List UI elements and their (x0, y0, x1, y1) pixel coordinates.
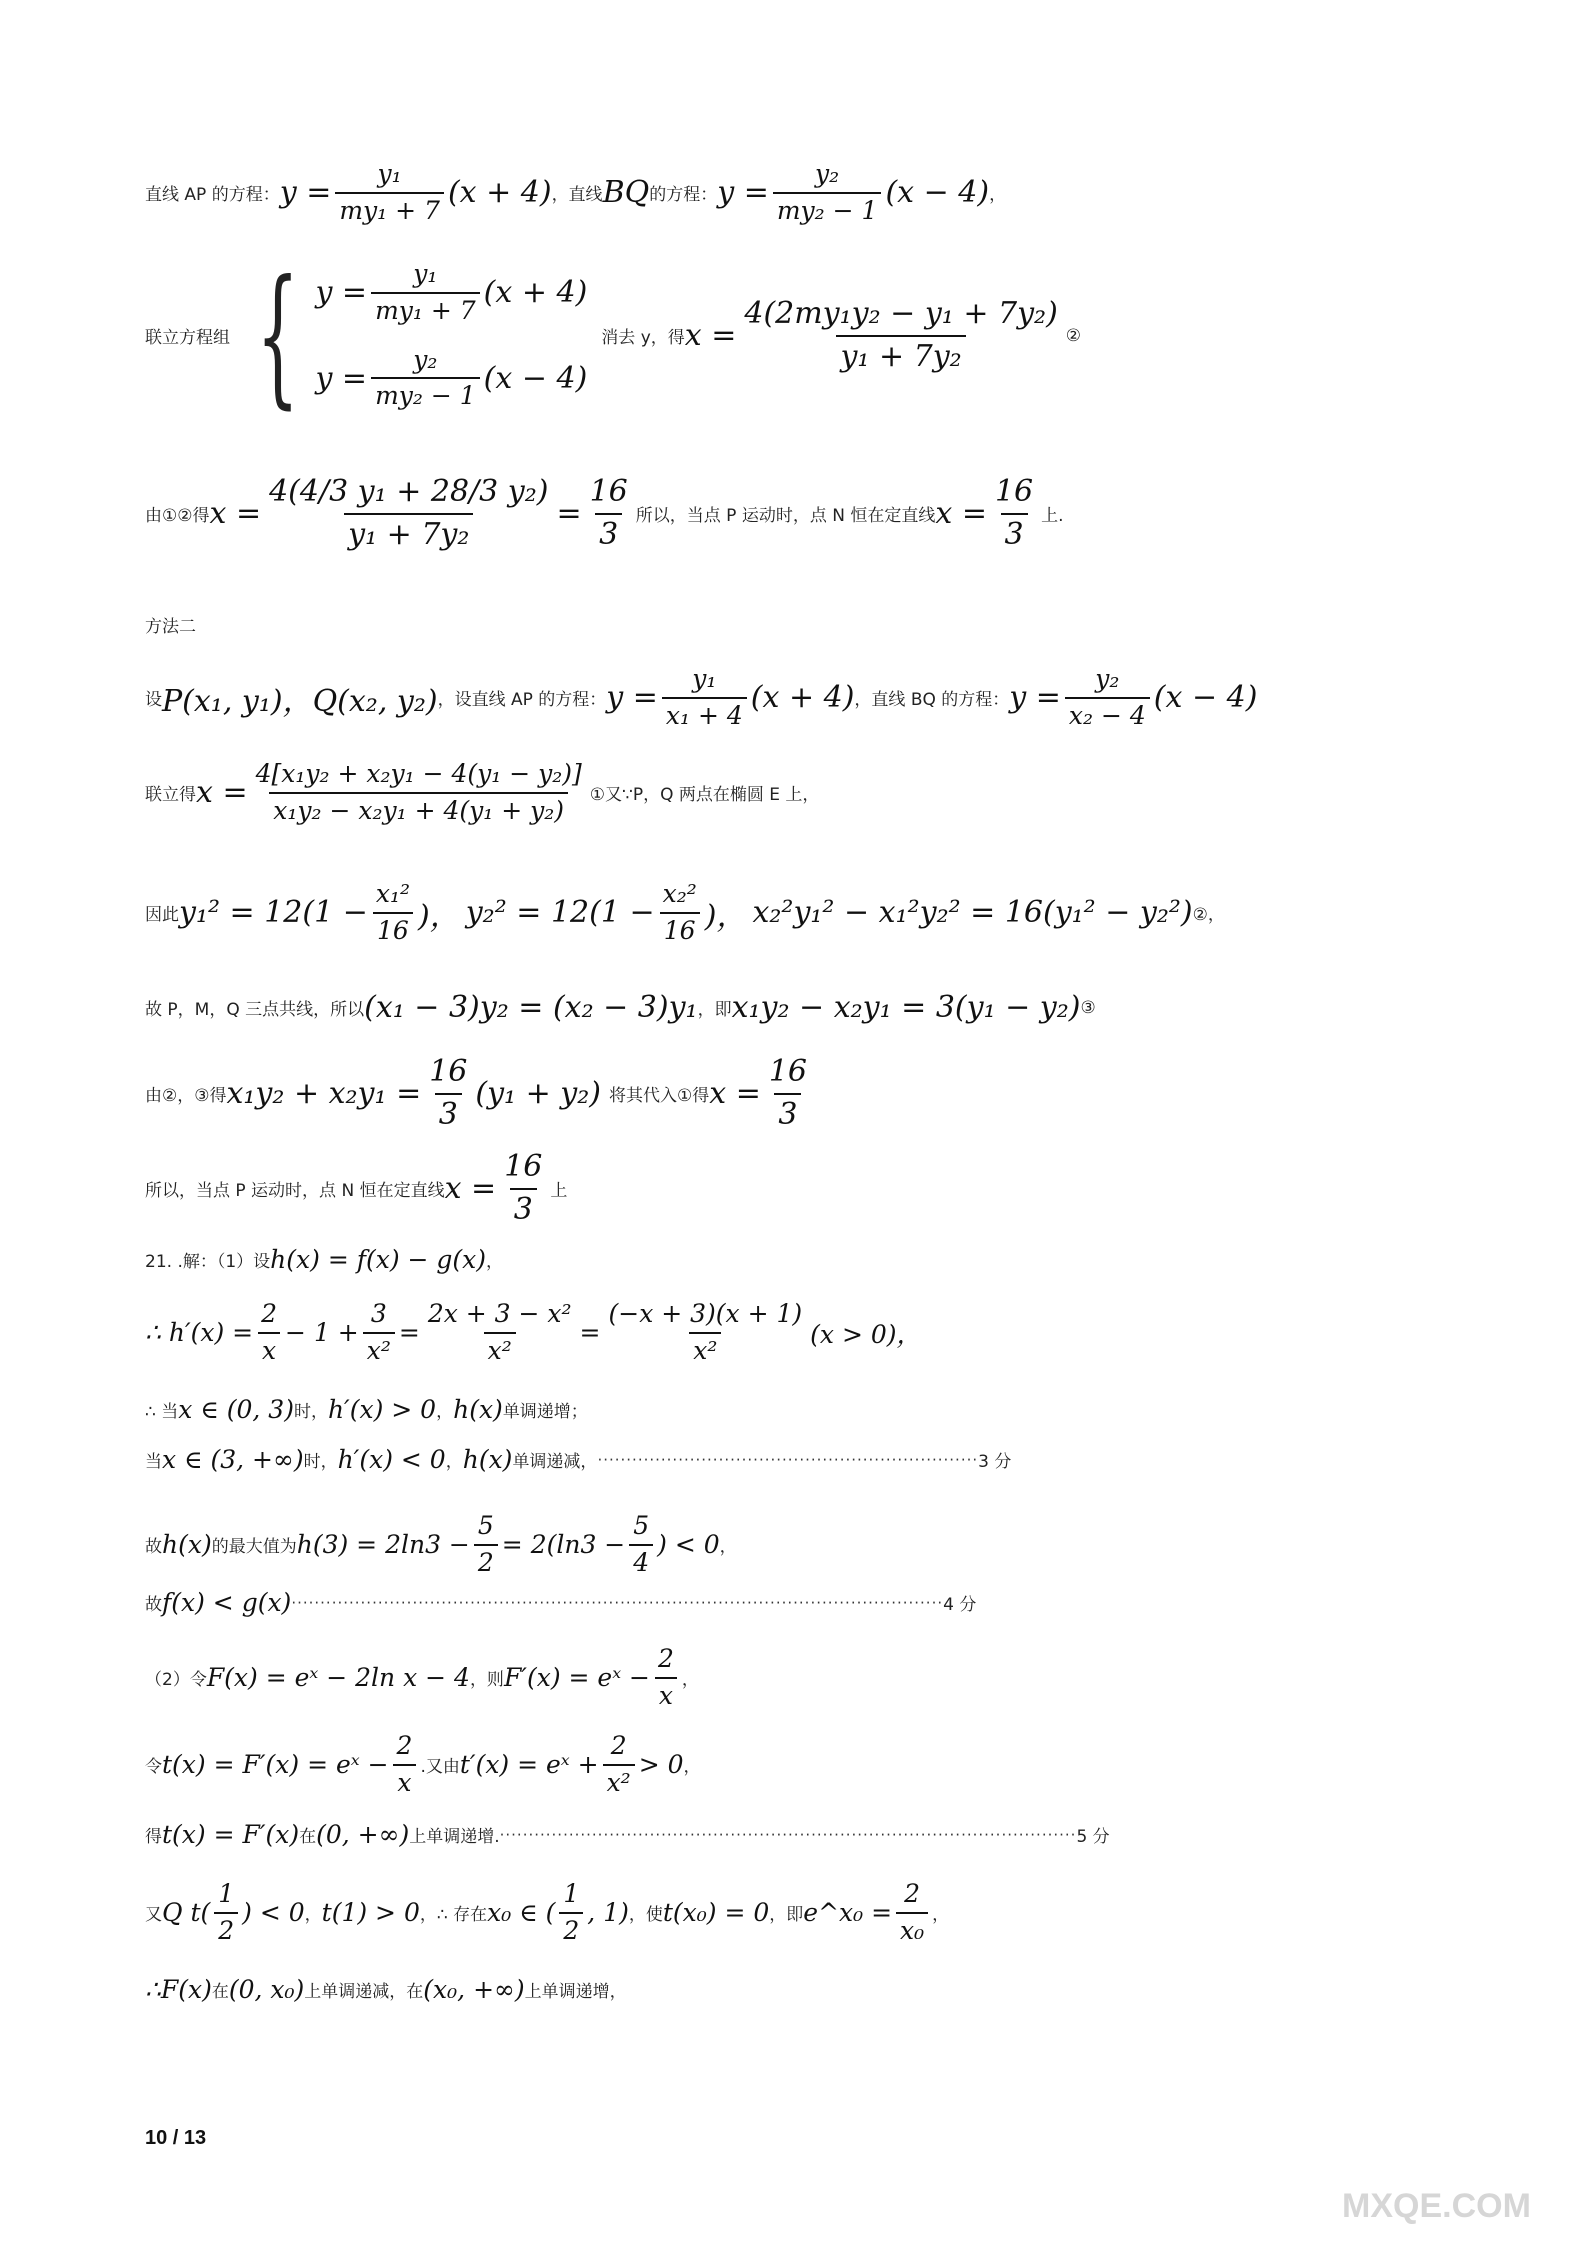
fraction (586, 475, 632, 552)
numerator: 2 (396, 1731, 413, 1760)
math: )， (418, 898, 460, 934)
text: （2）令 (145, 1670, 207, 1691)
math: (x₀, +∞) (423, 1975, 525, 2004)
text: ，则 (469, 1670, 504, 1691)
math: h(3) = 2ln3 − (296, 1530, 470, 1560)
text: ，使 (628, 1905, 663, 1926)
fraction (629, 1512, 653, 1578)
fraction (371, 346, 480, 412)
leader-dots: ·································································· (597, 1450, 979, 1469)
numerator: 1 (218, 1879, 235, 1908)
denominator: x² (689, 1332, 721, 1366)
text: 上 (550, 1181, 568, 1201)
fraction (474, 1512, 498, 1578)
math: t(x) = F′(x) (162, 1820, 300, 1849)
denominator: 2 (559, 1912, 583, 1946)
leader-dots: ················································································································· (291, 1593, 944, 1612)
denominator: 2 (474, 1544, 498, 1578)
numerator: y₂ (815, 159, 840, 188)
numerator: y₁ (692, 664, 717, 693)
math: h(x) (453, 1395, 503, 1424)
denominator: x₂ − 4 (1065, 697, 1150, 731)
numerator: 16 (994, 474, 1034, 509)
text: ， (681, 1670, 699, 1691)
math: x₁y₂ + x₂y₁ = (226, 1076, 422, 1111)
denominator: 3 (435, 1093, 462, 1133)
text: 上单调递增. (409, 1827, 500, 1847)
math: y₁² = 12(1 − (179, 895, 368, 931)
equation-system (315, 260, 587, 411)
denominator: x₀ (896, 1912, 928, 1946)
fraction (500, 1150, 546, 1227)
text: ，设直线 AP 的方程： (437, 690, 607, 711)
fraction (424, 1300, 576, 1366)
numerator: 2 (610, 1731, 627, 1760)
math: Q t( (162, 1898, 211, 1928)
text: 上. (1041, 506, 1064, 526)
math: y₂² = 12(1 − (465, 895, 655, 931)
denominator: my₂ − 1 (773, 192, 882, 226)
denominator: x (258, 1332, 280, 1366)
fraction (991, 475, 1037, 552)
score-label: 4 分 (943, 1595, 977, 1615)
math: y = (315, 360, 368, 396)
fraction (740, 297, 1061, 374)
denominator: 4 (629, 1544, 653, 1578)
text: 的最大值为 (211, 1537, 297, 1558)
math: h′(x) > 0 (327, 1395, 437, 1424)
math: = 2(ln3 − (501, 1530, 626, 1560)
math: F(x) = eˣ − 2ln x − 4 (206, 1663, 470, 1693)
text: 当 (145, 1452, 162, 1472)
math: P(x₁, y₁)，Q(x₂, y₂) (162, 683, 438, 719)
math: (x + 4) (447, 175, 552, 211)
denominator: x₁y₂ − x₂y₁ + 4(y₁ + y₂) (269, 792, 568, 826)
math: = (579, 1318, 601, 1348)
text: 又 (145, 1905, 162, 1926)
denominator: 16 (373, 912, 413, 946)
numerator: 16 (504, 1149, 543, 1184)
math: (x + 4) (750, 680, 855, 716)
line-method-two-setup (145, 665, 1257, 731)
line-substitute (145, 1055, 815, 1132)
text: 由②，③得 (145, 1086, 227, 1106)
fraction (265, 475, 552, 552)
numerator: y₂ (413, 344, 438, 374)
text: ， (304, 1905, 322, 1926)
text: 联立方程组 (145, 328, 230, 348)
math: (x − 4) (1153, 680, 1258, 716)
fraction (252, 760, 586, 826)
text: 得 (145, 1827, 162, 1847)
math: (x₁ − 3)y₂ = (x₂ − 3)y₁ (364, 990, 698, 1025)
math: f(x) < g(x) (162, 1588, 292, 1617)
denominator: my₁ + 7 (335, 192, 444, 226)
text: ，即 (769, 1905, 804, 1926)
page-number: 10 / 13 (145, 2127, 207, 2149)
math: x ∈ (0, 3) (178, 1395, 294, 1424)
fraction (214, 1880, 238, 1946)
math: e^x₀ = (803, 1898, 893, 1928)
fraction (1065, 665, 1150, 731)
numerator: y₁ (377, 159, 402, 188)
denominator: 3 (774, 1093, 801, 1133)
numerator: 4[x₁y₂ + x₂y₁ − 4(y₁ − y₂)] (255, 759, 582, 788)
line-f-less-than-g (145, 1588, 976, 1617)
fraction (335, 160, 444, 226)
text: 21. .解：（1）设 (145, 1252, 271, 1272)
text: ② (1065, 325, 1082, 346)
text: 时， (303, 1452, 338, 1472)
text: ， (436, 1402, 454, 1422)
denominator: my₁ + 7 (371, 292, 480, 326)
text: ③ (1080, 997, 1096, 1018)
numerator: 1 (563, 1879, 580, 1908)
math: (x > 0)， (810, 1319, 922, 1349)
text: 消去 y，得 (601, 328, 685, 348)
denominator: y₁ + 7y₂ (344, 513, 473, 553)
denominator: 3 (510, 1188, 537, 1228)
fraction (773, 160, 882, 226)
text: 时， (293, 1402, 328, 1422)
line-F-monotonicity (145, 1975, 627, 2004)
fraction (425, 1055, 471, 1132)
math: (0, +∞) (316, 1820, 410, 1849)
text: ， (486, 1252, 504, 1272)
math: h′(x) < 0 (337, 1445, 446, 1474)
numerator: x₂² (662, 879, 697, 908)
math: y = (315, 275, 368, 311)
text: 联立得 (145, 785, 196, 806)
line-ellipse-relations (145, 880, 1225, 946)
numerator: 16 (429, 1054, 468, 1089)
system-row (315, 346, 587, 412)
denominator: my₂ − 1 (371, 377, 480, 411)
fraction (603, 1732, 635, 1798)
line-system-of-equations (145, 248, 1082, 423)
text: 故 (145, 1537, 162, 1558)
text: 上单调递增， (524, 1982, 627, 2002)
watermark-text: MXQE.COM (1342, 2187, 1531, 2225)
denominator: x (393, 1764, 415, 1798)
numerator: 5 (633, 1511, 650, 1540)
fraction (765, 1055, 811, 1132)
text: ，直线 (551, 185, 603, 206)
fraction (662, 665, 747, 731)
text: ，直线 BQ 的方程： (854, 690, 1010, 711)
text: 设 (145, 690, 162, 711)
math: (x + 4) (483, 275, 588, 311)
text: ，∴ 存在 (419, 1905, 488, 1926)
line-ap-bq-equations (145, 160, 1006, 226)
math: t(x₀) = 0 (662, 1898, 770, 1928)
line-problem-21-intro (145, 1245, 503, 1274)
math: x = (444, 1171, 497, 1206)
math: (x − 4) (885, 175, 990, 211)
line-joint-solution (145, 760, 819, 826)
numerator: 3 (370, 1299, 387, 1328)
text: 的方程： (649, 185, 718, 206)
text: 因此 (145, 905, 179, 926)
watermark-logo (1337, 2165, 1567, 2235)
text: 上单调递减，在 (304, 1982, 424, 2002)
math: (0, x₀) (228, 1975, 305, 2004)
math: − 1 + (285, 1318, 359, 1348)
numerator: (−x + 3)(x + 1) (608, 1299, 803, 1328)
math: h(x) = f(x) − g(x) (270, 1245, 487, 1274)
math: x ∈ (3, +∞) (162, 1445, 304, 1474)
math: x = (935, 496, 987, 531)
math: h(x) (462, 1445, 513, 1474)
denominator: 2 (214, 1912, 238, 1946)
denominator: x² (603, 1764, 635, 1798)
text: 单调递增； (502, 1402, 588, 1422)
math: ) < 0 (657, 1530, 720, 1560)
denominator: x₁ + 4 (662, 697, 747, 731)
math: F(x) (160, 1975, 212, 2004)
line-collinear (145, 990, 1096, 1025)
denominator: y₁ + 7y₂ (836, 335, 965, 375)
numerator: x₁² (375, 879, 411, 908)
text: ①又∵P，Q 两点在椭圆 E 上， (589, 785, 820, 806)
denominator: 16 (660, 912, 700, 946)
fraction (896, 1880, 928, 1946)
heading-text: 方法二 (145, 617, 196, 637)
numerator: 2 (904, 1879, 921, 1908)
leader-dots: ···································································································· (499, 1825, 1077, 1844)
fraction (605, 1300, 807, 1366)
numerator: y₁ (413, 259, 438, 288)
numerator: 5 (477, 1511, 494, 1540)
text: 故 (145, 1595, 162, 1615)
text: ， (683, 1757, 701, 1778)
math: y = (717, 175, 769, 211)
numerator: 2 (657, 1644, 674, 1673)
math: x = (684, 318, 737, 353)
math: t′(x) = eˣ + (459, 1750, 599, 1780)
text: 所以，当点 P 运动时，点 N 恒在定直线 (635, 506, 936, 526)
denominator: x² (484, 1332, 516, 1366)
text: 直线 AP 的方程： (145, 185, 280, 206)
fraction (372, 880, 414, 946)
text: 所以，当点 P 运动时，点 N 恒在定直线 (145, 1181, 445, 1201)
fraction (393, 1732, 417, 1798)
math: , 1) (587, 1898, 629, 1928)
fraction (559, 1880, 583, 1946)
math: (x − 4) (483, 360, 588, 396)
text: 将其代入①得 (608, 1086, 710, 1106)
text: 故 P，M，Q 三点共线，所以 (145, 1000, 365, 1020)
line-conclusion-method-one (145, 475, 1064, 552)
line-t-increasing (145, 1820, 1110, 1849)
math: F′(x) = eˣ − (503, 1663, 650, 1693)
fraction (371, 260, 480, 326)
math: > 0 (638, 1750, 684, 1780)
math: x₁y₂ − x₂y₁ = 3(y₁ − y₂) (731, 990, 1081, 1025)
math: t(1) > 0 (321, 1898, 420, 1928)
math: x₀ ∈ ( (487, 1898, 556, 1928)
math: x = (209, 496, 262, 531)
math: t(x) = F′(x) = eˣ − (162, 1750, 389, 1780)
line-method-two-heading (145, 612, 196, 637)
numerator: 4(2my₁y₂ − y₁ + 7y₂) (744, 296, 1058, 331)
score-label: 3 分 (978, 1452, 1012, 1472)
fraction (257, 1300, 281, 1366)
line-derivative (145, 1300, 922, 1366)
fraction (654, 1645, 678, 1711)
math: x = (709, 1076, 761, 1111)
text: 由①②得 (145, 506, 210, 526)
numerator: y₂ (1095, 664, 1120, 693)
text: 在 (299, 1827, 317, 1847)
fraction (659, 880, 701, 946)
math: h(x) (162, 1530, 212, 1560)
math: x₂²y₁² − x₁²y₂² = 16(y₁² − y₂²) (752, 895, 1193, 931)
math: = (398, 1318, 420, 1348)
text: ②， (1192, 905, 1225, 926)
text: ， (445, 1452, 463, 1472)
text: .又由 (420, 1757, 460, 1778)
text: 令 (145, 1757, 162, 1778)
line-increasing-interval (145, 1395, 588, 1424)
denominator: x (655, 1677, 677, 1711)
numerator: 4(4/3 y₁ + 28/3 y₂) (269, 474, 549, 509)
math: y = (1009, 680, 1061, 716)
system-row (315, 260, 587, 326)
math: ∴ (145, 1975, 161, 2004)
line-maximum-value (145, 1512, 737, 1578)
numerator: 2 (261, 1299, 278, 1328)
numerator: 16 (589, 474, 628, 509)
line-existence-x0 (145, 1880, 949, 1946)
line-conclusion-method-two (145, 1150, 567, 1227)
text: ∴ 当 (145, 1402, 179, 1422)
text: ， (932, 1905, 950, 1926)
denominator: x² (363, 1332, 395, 1366)
math: y = (606, 680, 658, 716)
math: x = (196, 775, 248, 811)
numerator: 16 (768, 1054, 808, 1089)
math: ∴ h′(x) = (145, 1318, 254, 1348)
line-define-t (145, 1732, 701, 1798)
text: ，即 (697, 1000, 732, 1020)
denominator: 3 (595, 513, 622, 553)
text: 在 (211, 1982, 229, 2002)
fraction (363, 1300, 395, 1366)
numerator: 2x + 3 − x² (427, 1299, 572, 1328)
denominator: 3 (1001, 513, 1028, 553)
math: (y₁ + y₂) (475, 1076, 601, 1111)
line-decreasing-interval (145, 1445, 1011, 1474)
math: BQ (602, 175, 650, 211)
text: ， (989, 185, 1007, 206)
math: )， (704, 898, 747, 934)
brace: { (256, 248, 300, 423)
math: = (556, 496, 582, 531)
text: ， (719, 1537, 737, 1558)
math: ) < 0 (242, 1898, 305, 1928)
math: y = (279, 175, 332, 211)
score-label: 5 分 (1076, 1827, 1110, 1847)
line-part-two-define-F (145, 1645, 699, 1711)
text: 单调递减， (512, 1452, 598, 1472)
